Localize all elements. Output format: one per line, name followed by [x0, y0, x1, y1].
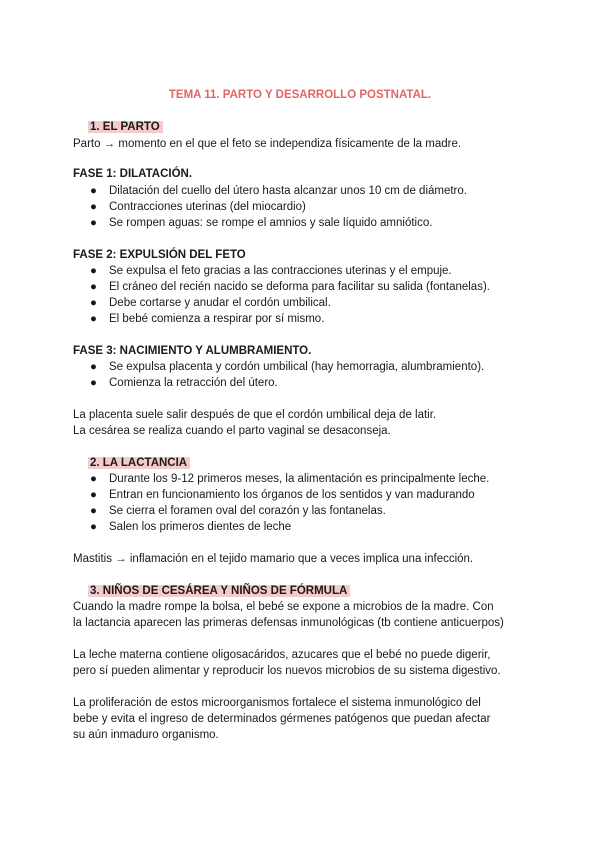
- paragraph-line: La proliferación de estos microorganismos fortalece el sistema inmunológico del: [73, 697, 481, 709]
- parto-definition: Parto → momento en el que el feto se independiza físicamente de la madre.: [73, 138, 462, 150]
- bullet-icon: ●: [90, 217, 97, 229]
- list-item: ● Entran en funcionamiento los órganos de los sentidos y van madurando: [90, 489, 475, 501]
- list-item: ● Se expulsa placenta y cordón umbilical (hay hemorragia, alumbramiento).: [90, 361, 485, 373]
- list-item: ● Salen los primeros dientes de leche: [90, 521, 292, 533]
- list-item: ● Se rompen aguas: se rompe el amnios y sale líquido amniótico.: [90, 217, 433, 229]
- list-item: ● Debe cortarse y anudar el cordón umbilical.: [90, 297, 331, 309]
- page-title: TEMA 11. PARTO Y DESARROLLO POSTNATAL.: [168, 89, 432, 101]
- list-item: ● Se cierra el foramen oval del corazón y las fontanelas.: [90, 505, 386, 517]
- bullet-icon: ●: [90, 505, 97, 517]
- bullet-icon: ●: [90, 489, 97, 501]
- phase-1-title: FASE 1: DILATACIÓN.: [73, 168, 193, 180]
- note-placenta: La placenta suele salir después de que el cordón umbilical deja de latir.: [73, 409, 437, 421]
- list-item: ● El cráneo del recién nacido se deforma para facilitar su salida (fontanelas).: [90, 281, 490, 293]
- list-item: ● El bebé comienza a respirar por sí mismo.: [90, 313, 325, 325]
- paragraph-line: su aún inmaduro organismo.: [73, 729, 219, 741]
- phase-3-title: FASE 3: NACIMIENTO Y ALUMBRAMIENTO.: [73, 345, 312, 357]
- bullet-icon: ●: [90, 185, 97, 197]
- phase-2-title: FASE 2: EXPULSIÓN DEL FETO: [73, 249, 246, 261]
- list-item: ● Dilatación del cuello del útero hasta alcanzar unos 10 cm de diámetro.: [90, 185, 467, 197]
- bullet-icon: ●: [90, 281, 97, 293]
- note-cesarea: La cesárea se realiza cuando el parto vaginal se desaconseja.: [73, 425, 391, 437]
- section-heading-parto: 1. EL PARTO: [88, 121, 163, 133]
- bullet-icon: ●: [90, 473, 97, 485]
- bullet-icon: ●: [90, 377, 97, 389]
- section-heading-cesarea-formula: 3. NIÑOS DE CESÁREA Y NIÑOS DE FÓRMULA: [88, 585, 350, 597]
- paragraph-line: La leche materna contiene oligosacáridos, azucares que el bebé no puede digerir,: [73, 649, 491, 661]
- bullet-icon: ●: [90, 265, 97, 277]
- list-item: ● Comienza la retracción del útero.: [90, 377, 278, 389]
- note-mastitis: Mastitis → inflamación en el tejido mamario que a veces implica una infección.: [73, 553, 474, 565]
- bullet-icon: ●: [90, 297, 97, 309]
- bullet-icon: ●: [90, 313, 97, 325]
- paragraph-line: Cuando la madre rompe la bolsa, el bebé se expone a microbios de la madre. Con: [73, 601, 494, 613]
- bullet-icon: ●: [90, 201, 97, 213]
- section-heading-lactancia: 2. LA LACTANCIA: [88, 457, 190, 469]
- list-item: ● Se expulsa el feto gracias a las contracciones uterinas y el empuje.: [90, 265, 452, 277]
- list-item: ● Durante los 9-12 primeros meses, la alimentación es principalmente leche.: [90, 473, 490, 485]
- paragraph-line: pero sí pueden alimentar y reproducir los nuevos microbios de su sistema digestivo.: [73, 665, 501, 677]
- bullet-icon: ●: [90, 521, 97, 533]
- bullet-icon: ●: [90, 361, 97, 373]
- paragraph-line: la lactancia aparecen las primeras defensas inmunológicas (tb contiene anticuerpos): [73, 617, 504, 629]
- list-item: ● Contracciones uterinas (del miocardio): [90, 201, 306, 213]
- paragraph-line: bebe y evita el ingreso de determinados gérmenes patógenos que puedan afectar: [73, 713, 491, 725]
